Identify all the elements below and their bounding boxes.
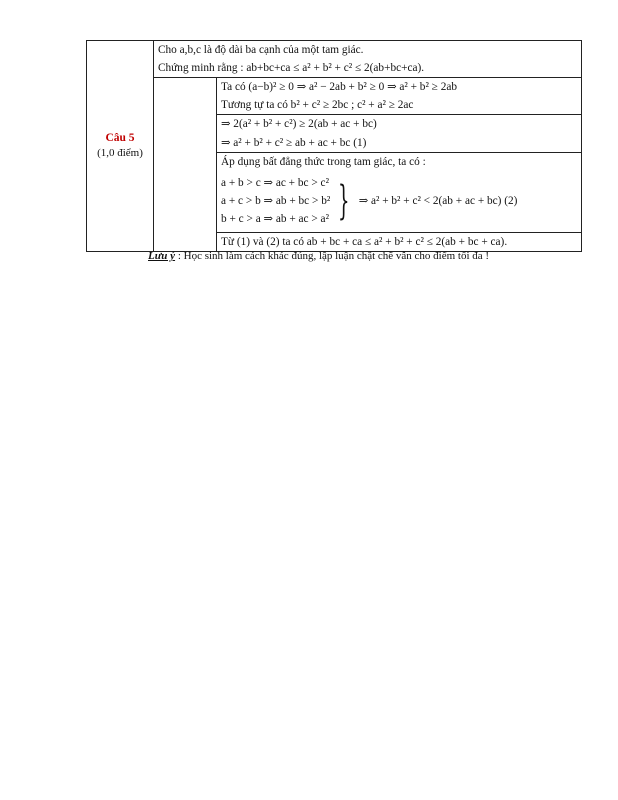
step-2-line-2: ⇒ a² + b² + c² ≥ ab + ac + bc (1) xyxy=(221,136,367,149)
inequality-1: a + b > c ⇒ ac + bc > c² xyxy=(221,176,329,189)
inequality-2: a + c > b ⇒ ab + bc > b² xyxy=(221,194,331,207)
note-label: Lưu ý xyxy=(148,250,176,262)
step-4 xyxy=(217,233,582,252)
step-2-line-1: ⇒ 2(a² + b² + c²) ≥ 2(ab + ac + bc) xyxy=(221,118,377,131)
step-1-line-2: Tương tự ta có b² + c² ≥ 2bc ; c² + a² ≥ 2ac xyxy=(221,99,414,112)
problem-line-2: Chứng minh rằng : ab+bc+ca ≤ a² + b² + c² ≤ 2(ab+bc+ca). xyxy=(158,62,425,75)
inequality-3: b + c > a ⇒ ab + ac > a² xyxy=(221,212,329,225)
scoring-table xyxy=(86,40,582,252)
step-1-line-1: Ta có (a−b)² ≥ 0 ⇒ a² − 2ab + b² ≥ 0 ⇒ a² + b² ≥ 2ab xyxy=(221,81,458,94)
step-3 xyxy=(217,152,582,232)
score-column xyxy=(154,78,217,252)
inequality-list xyxy=(221,174,330,228)
right-brace: } xyxy=(338,177,350,224)
question-points: (1,0 điểm) xyxy=(97,147,143,160)
triangle-inequalities xyxy=(217,171,581,232)
step-1 xyxy=(217,78,582,115)
grading-note xyxy=(148,250,489,262)
step-3-conclusion: ⇒ a² + b² + c² < 2(ab + ac + bc) (2) xyxy=(358,194,518,207)
problem-row xyxy=(87,41,582,78)
step-3-intro: Áp dụng bất đẳng thức trong tam giác, ta có : xyxy=(221,155,426,168)
problem-statement xyxy=(154,41,582,78)
question-label: Câu 5 xyxy=(105,132,135,145)
problem-line-1: Cho a,b,c là độ dài ba cạnh của một tam giác. xyxy=(158,44,364,56)
step-2 xyxy=(217,115,582,152)
step-4-line-1: Từ (1) và (2) ta có ab + bc + ca ≤ a² + b² + c² ≤ 2(ab + bc + ca). xyxy=(221,236,508,249)
step-row-1 xyxy=(87,78,582,115)
question-cell xyxy=(87,41,154,252)
note-text: : Học sinh làm cách khác đúng, lập luận chặt chẽ vẫn cho điểm tối đa ! xyxy=(175,250,490,262)
